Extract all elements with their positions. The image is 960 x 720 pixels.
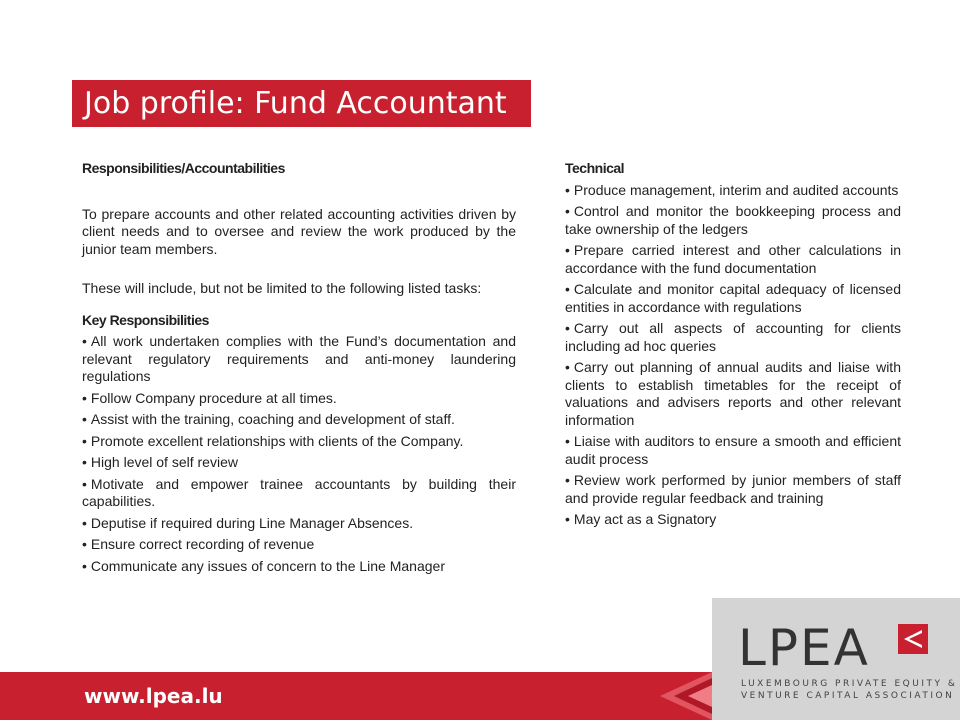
list-item: • Calculate and monitor capital adequacy of licensed entities in accordance with regulations — [565, 281, 901, 315]
technical-list — [565, 182, 901, 529]
bullet-icon: • — [565, 203, 570, 219]
bullet-icon: • — [82, 411, 87, 427]
list-item: • Assist with the training, coaching and development of staff. — [82, 411, 455, 427]
logo-mark-icon — [898, 624, 928, 654]
list-item: • Deputise if required during Line Manager Absences. — [82, 514, 414, 531]
list-item: • Carry out planning of annual audits and liaise with clients to establish timetables for the receipt of valuations and advisers reports and other relevant information — [565, 359, 901, 428]
list-item: • Promote excellent relationships with clients of the Company. — [82, 432, 464, 449]
logo-subtitle — [741, 678, 957, 702]
bullet-icon: • — [565, 472, 570, 488]
bullet-icon: • — [565, 281, 570, 297]
list-item: • Communicate any issues of concern to the Line Manager — [82, 557, 445, 574]
bullet-icon: • — [82, 514, 87, 531]
key-responsibilities-list — [82, 333, 516, 575]
technical-column — [565, 160, 901, 533]
list-item: • Liaise with auditors to ensure a smooth and efficient audit process — [565, 433, 901, 467]
bullet-icon: • — [565, 433, 570, 449]
logo-subtitle-line1: LUXEMBOURG PRIVATE EQUITY & — [741, 679, 958, 689]
bullet-icon: • — [565, 320, 570, 336]
list-item: • High level of self review — [82, 454, 238, 470]
bullet-icon: • — [82, 536, 87, 552]
key-responsibilities-heading: Key Responsibilities — [82, 311, 209, 328]
intro-paragraph: To prepare accounts and other related accounting activities driven by client needs and to oversee and review the work produced by the junior team members. — [82, 205, 516, 257]
list-item: • Produce management, interim and audited accounts — [565, 181, 899, 198]
bullet-icon: • — [565, 242, 570, 258]
responsibilities-column — [82, 160, 516, 579]
bullet-icon: • — [82, 432, 87, 449]
list-item: • Carry out all aspects of accounting for clients including ad hoc queries — [565, 320, 901, 354]
list-item: • Ensure correct recording of revenue — [82, 536, 315, 552]
list-item: • Follow Company procedure at all times. — [82, 389, 337, 406]
list-item: • May act as a Signatory — [565, 511, 717, 527]
page-title: Job profile: Fund Accountant — [72, 80, 531, 127]
lead-paragraph: These will include, but not be limited to the following listed tasks: — [82, 280, 482, 296]
list-item: • All work undertaken complies with the Fund’s documentation and relevant regulatory requirements and anti-money laundering regulations — [82, 333, 516, 384]
technical-heading: Technical — [565, 160, 625, 176]
list-item: • Prepare carried interest and other calculations in accordance with the fund documentation — [565, 242, 901, 276]
bullet-icon: • — [565, 181, 570, 198]
logo-wordmark: LPEA — [738, 619, 870, 677]
list-item: • Control and monitor the bookkeeping process and take ownership of the ledgers — [565, 203, 901, 237]
bullet-icon: • — [82, 333, 87, 349]
responsibilities-heading: Responsibilities/Accountabilities — [82, 160, 285, 176]
logo-subtitle-line2: VENTURE CAPITAL ASSOCIATION — [741, 691, 955, 701]
list-item: • Motivate and empower trainee accountants by building their capabilities. — [82, 475, 516, 509]
bullet-icon: • — [565, 511, 570, 527]
footer-url-link[interactable]: www.lpea.lu — [84, 684, 223, 708]
bullet-icon: • — [82, 557, 87, 574]
bullet-icon: • — [82, 454, 87, 470]
bullet-icon: • — [565, 359, 570, 375]
bullet-icon: • — [82, 389, 87, 406]
list-item: • Review work performed by junior members of staff and provide regular feedback and training — [565, 472, 901, 506]
bullet-icon: • — [82, 475, 87, 492]
arrow-decoration-icon — [660, 672, 712, 720]
